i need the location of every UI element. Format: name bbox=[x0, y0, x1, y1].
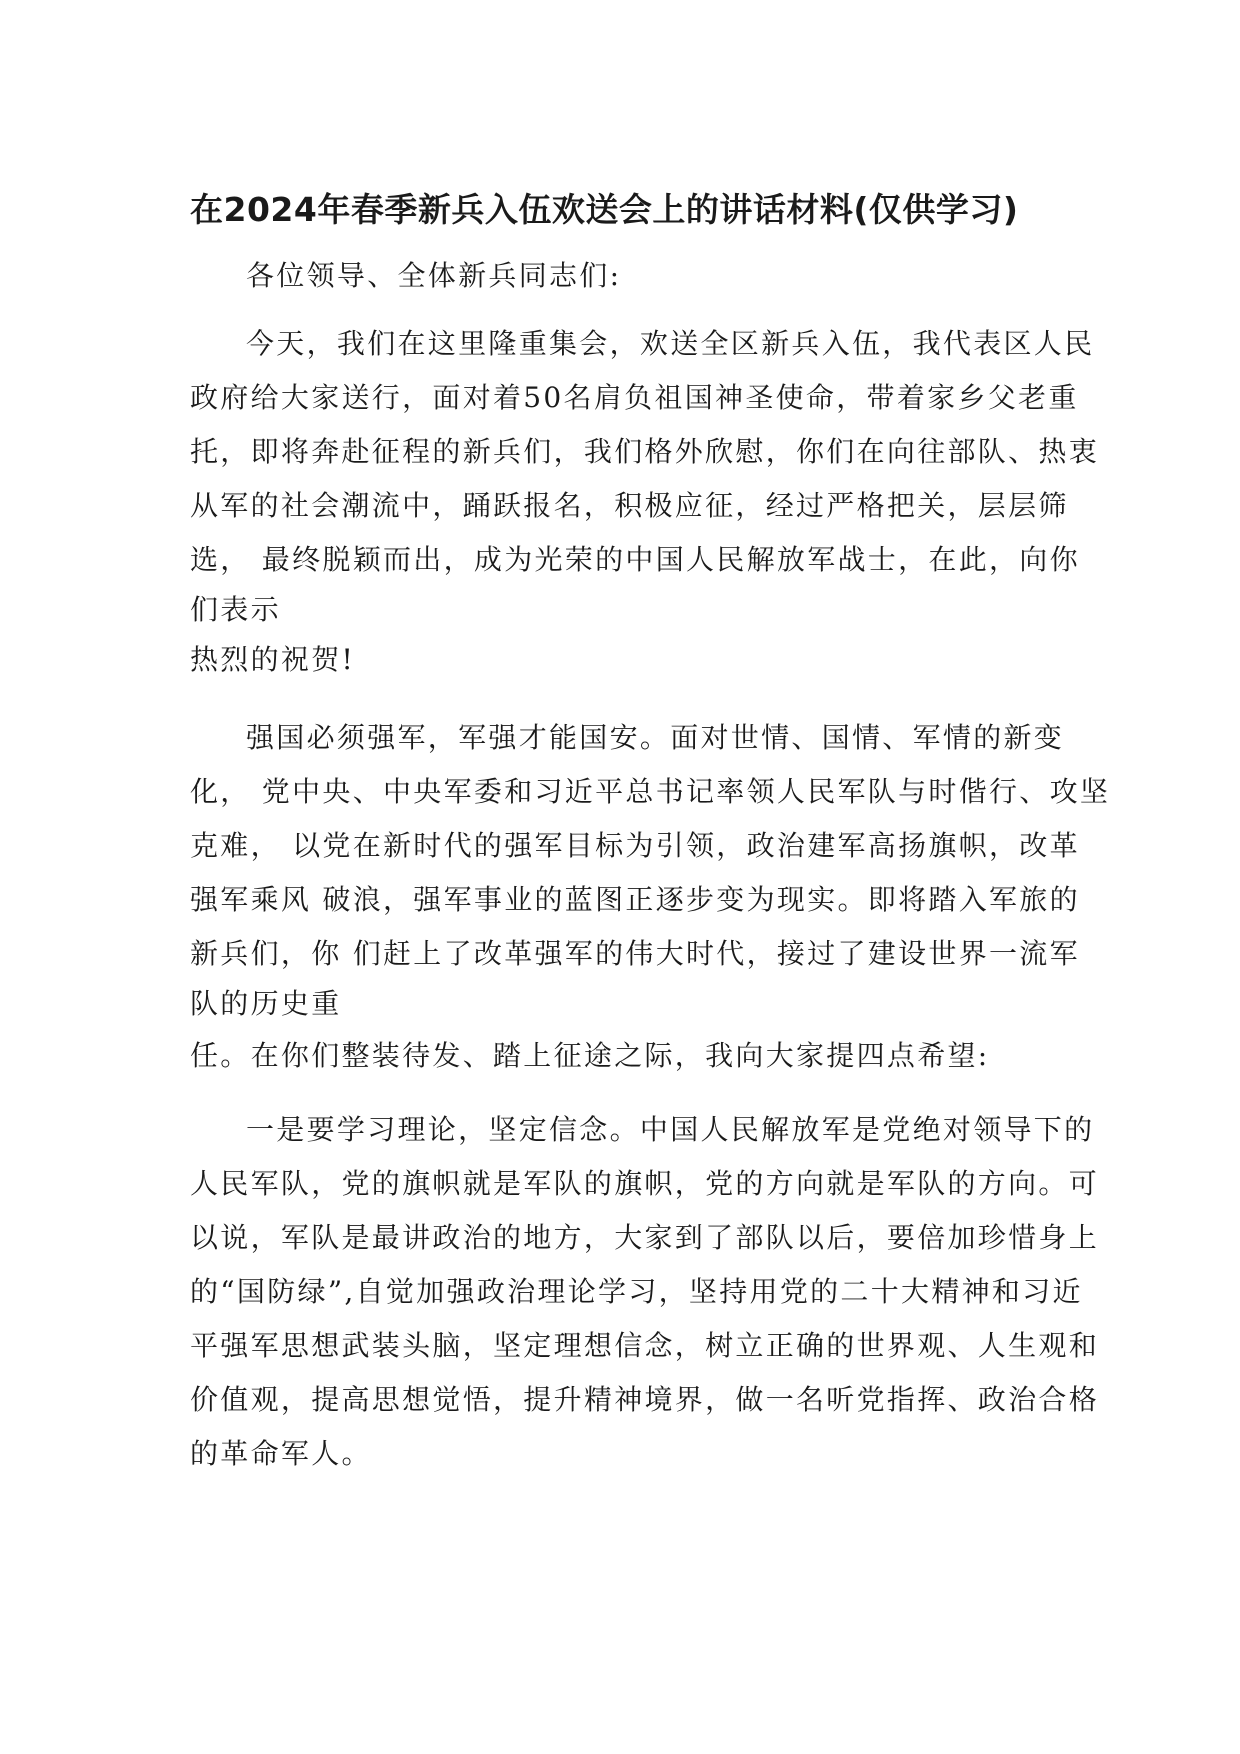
paragraph-3-line: 价值观，提高思想觉悟，提升精神境界，做一名听党指挥、政治合格 bbox=[190, 1383, 1100, 1416]
paragraph-3-line: 平强军思想武装头脑，坚定理想信念，树立正确的世界观、人生观和 bbox=[190, 1329, 1100, 1362]
salutation-line: 各位领导、全体新兵同志们: bbox=[246, 259, 622, 292]
paragraph-1-line: 们表示 bbox=[190, 593, 281, 626]
paragraph-1-line: 选， 最终脱颖而出，成为光荣的中国人民解放军战士，在此，向你 bbox=[190, 543, 1080, 576]
paragraph-1-line: 热烈的祝贺! bbox=[190, 643, 356, 676]
paragraph-3-line: 以说，军队是最讲政治的地方，大家到了部队以后，要倍加珍惜身上 bbox=[190, 1221, 1100, 1254]
paragraph-2-line: 化， 党中央、中央军委和习近平总书记率领人民军队与时偕行、攻坚 bbox=[190, 775, 1111, 808]
paragraph-3-line: 的“国防绿”,自觉加强政治理论学习，坚持用党的二十大精神和习近 bbox=[190, 1275, 1083, 1308]
paragraph-1-line: 从军的社会潮流中，踊跃报名，积极应征，经过严格把关，层层筛 bbox=[190, 489, 1069, 522]
paragraph-3-line: 一是要学习理论，坚定信念。中国人民解放军是党绝对领导下的 bbox=[246, 1113, 1095, 1146]
paragraph-3-line: 人民军队，党的旗帜就是军队的旗帜，党的方向就是军队的方向。可 bbox=[190, 1167, 1100, 1200]
paragraph-1-line: 托，即将奔赴征程的新兵们，我们格外欣慰，你们在向往部队、热衷 bbox=[190, 435, 1100, 468]
paragraph-2-line: 队的历史重 bbox=[190, 987, 342, 1020]
document-title: 在2024年春季新兵入伍欢送会上的讲话材料(仅供学习) bbox=[190, 190, 1019, 229]
paragraph-2-line: 任。在你们整装待发、踏上征途之际，我向大家提四点希望: bbox=[190, 1039, 990, 1072]
paragraph-1-line: 今天，我们在这里隆重集会，欢送全区新兵入伍，我代表区人民 bbox=[246, 327, 1095, 360]
paragraph-2-line: 强国必须强军，军强才能国安。面对世情、国情、军情的新变 bbox=[246, 721, 1065, 754]
paragraph-1-line: 政府给大家送行，面对着50名肩负祖国神圣使命，带着家乡父老重 bbox=[190, 381, 1079, 414]
paragraph-2-line: 克难， 以党在新时代的强军目标为引领，政治建军高扬旗帜，改革 bbox=[190, 829, 1080, 862]
paragraph-2-line: 新兵们，你 们赶上了改革强军的伟大时代，接过了建设世界一流军 bbox=[190, 937, 1080, 970]
paragraph-3-line: 的革命军人。 bbox=[190, 1437, 372, 1470]
paragraph-2-line: 强军乘风 破浪，强军事业的蓝图正逐步变为现实。即将踏入军旅的 bbox=[190, 883, 1080, 916]
